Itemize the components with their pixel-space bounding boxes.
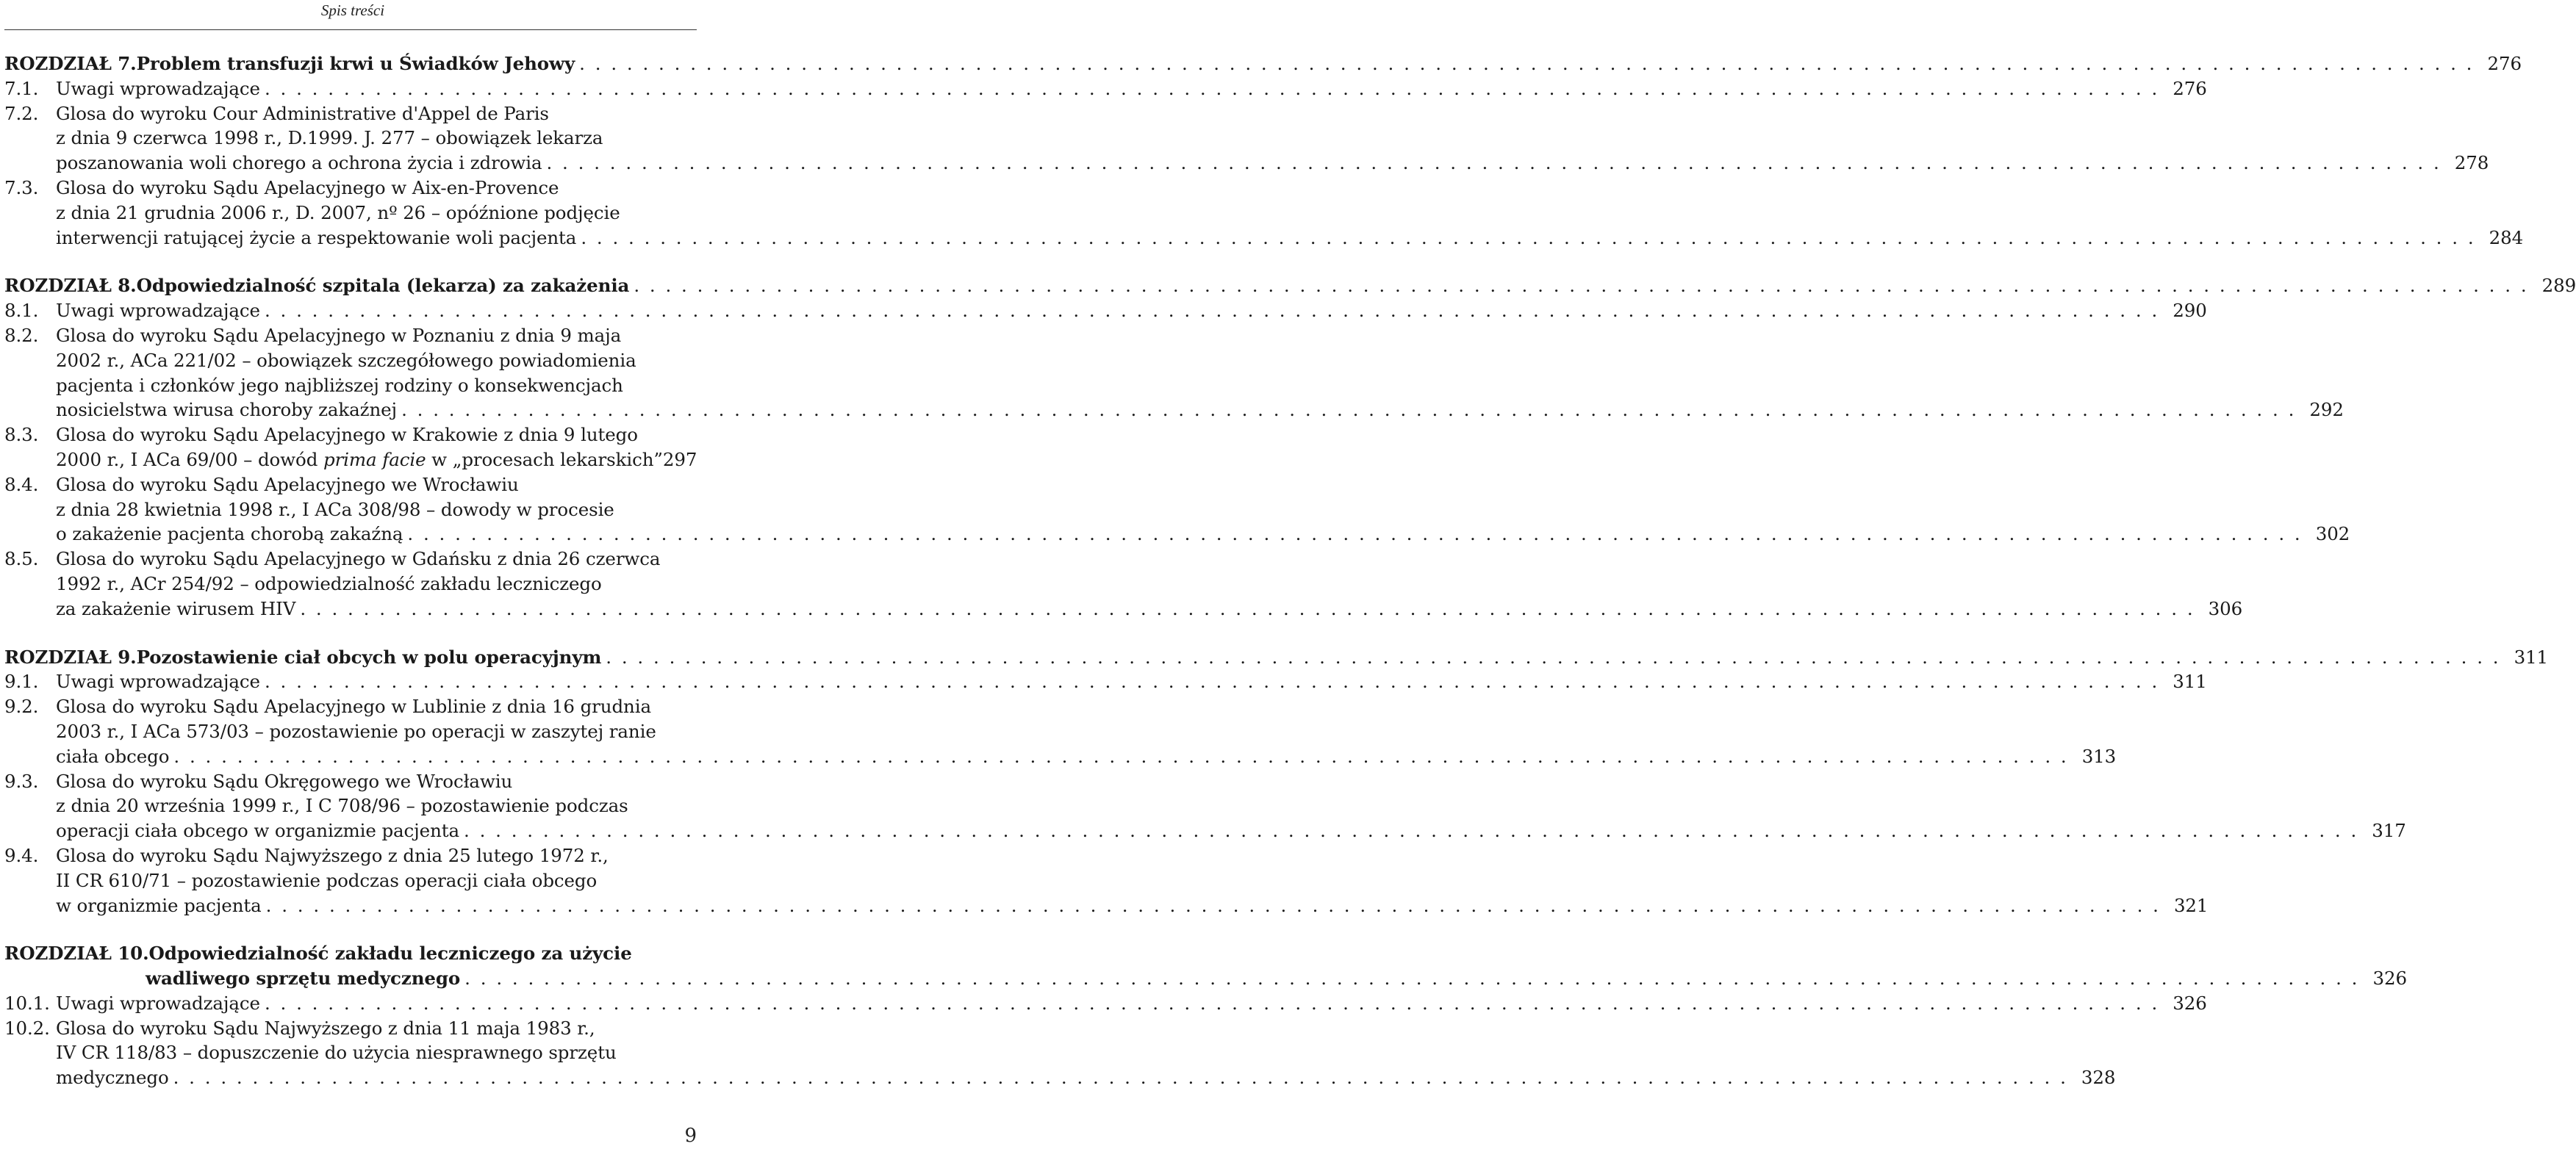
toc-entry-line: [4, 991, 2207, 1016]
toc-entry-line: [4, 669, 2207, 694]
toc-chapter-heading: [4, 51, 2522, 76]
toc-entry-title: pacjenta i członków jego najbliższej rodziny o konsekwencjach: [56, 374, 623, 396]
toc-entry-line: [4, 201, 697, 226]
toc-entry-line: [4, 497, 697, 522]
toc-entry-number: 9.1.: [4, 671, 39, 693]
toc-page-number: 326: [2372, 968, 2407, 990]
toc-chapter: [4, 941, 2407, 1090]
toc-chapter: [4, 51, 2524, 250]
toc-entry-number: 8.4.: [4, 473, 39, 495]
toc-entry-title-part: w „procesach lekarskich”: [426, 448, 663, 470]
toc-entry-title-italic: prima facie: [323, 448, 426, 470]
toc-entry-title: Odpowiedzialność zakładu leczniczego za użycie: [148, 943, 632, 965]
toc-entry-title: II CR 610/71 – pozostawienie podczas operacji ciała obcego: [56, 869, 598, 891]
toc-entry-line: [4, 522, 2350, 547]
toc-entry-line: [4, 547, 697, 572]
toc-entry-title: Pozostawienie ciał obcych w polu operacyjnym: [136, 646, 602, 668]
toc-chapter-heading: [4, 941, 697, 966]
toc-entry-line: [4, 348, 697, 373]
toc-entry-title: interwencji ratującej życie a respektowanie woli pacjenta: [56, 226, 577, 248]
toc-entry-title: medycznego: [56, 1067, 169, 1089]
toc-entry-title: z dnia 20 września 1999 r., I C 708/96 – pozostawienie podczas: [56, 795, 628, 817]
toc-entry-title: 1992 r., ACr 254/92 – odpowiedzialność zakładu leczniczego: [56, 572, 602, 594]
toc-entry-line: [4, 868, 697, 893]
toc-dot-leader: . . . . . . . . . . . . . . . . . . . . . . . . . . . . . . . . . . . . . . . . . . . . . . . . . . . . . . . . . . . . . . . . . . . . . . . . . . . . . . . . . . . . . . . . . . . . . . . . . . . . . . . . . . . . . . . . . . . . . . . .: [264, 77, 2160, 99]
toc-entry-title: ciała obcego: [56, 745, 170, 767]
toc-entry-title: Odpowiedzialność szpitala (lekarza) za zakażenia: [136, 275, 630, 297]
toc-entry-title: Uwagi wprowadzające: [56, 77, 260, 99]
toc-entry-line: [4, 422, 697, 447]
toc-entry-title: Uwagi wprowadzające: [56, 671, 260, 693]
toc-page-number: 302: [2315, 523, 2350, 545]
toc-entry-title: Glosa do wyroku Sądu Apelacyjnego we Wrocławiu: [56, 473, 519, 495]
toc-entry-number: 8.1.: [4, 300, 39, 322]
toc-entry-number: 7.3.: [4, 176, 39, 198]
toc-page-number: 311: [2514, 646, 2549, 668]
toc-page-number: 276: [2487, 53, 2522, 74]
toc-entry-line: [4, 719, 697, 744]
toc-entry-number: 8.3.: [4, 424, 39, 446]
toc-page-number: 292: [2309, 399, 2344, 421]
toc-entry-number: ROZDZIAŁ 8.: [4, 275, 137, 297]
toc-page-number: 328: [2081, 1067, 2116, 1089]
toc-entry-title: Glosa do wyroku Sądu Apelacyjnego w Poznaniu z dnia 9 maja: [56, 324, 622, 346]
toc-entry-title: 2003 r., I ACa 573/03 – pozostawienie po operacji w zaszytej ranie: [56, 720, 656, 742]
toc-entry-title: o zakażenie pacjenta chorobą zakaźną: [56, 523, 403, 545]
toc-entry-title: z dnia 28 kwietnia 1998 r., I ACa 308/98 – dowody w procesie: [56, 498, 614, 520]
toc-entry-line: [4, 176, 697, 201]
toc-entry-title: Glosa do wyroku Sądu Apelacyjnego w Aix-en-Provence: [56, 176, 559, 198]
toc-chapter-heading: [4, 645, 2549, 670]
toc-entry-title: 2002 r., ACa 221/02 – obowiązek szczegółowego powiadomienia: [56, 349, 636, 371]
toc-dot-leader: . . . . . . . . . . . . . . . . . . . . . . . . . . . . . . . . . . . . . . . . . . . . . . . . . . . . . . . . . . . . . . . . . . . . . . . . . . . . . . . . . . . . . . . . . . . . . . . . . . . . . . . . . . . . . . . . . . . . . . . .: [264, 671, 2160, 693]
toc-dot-leader: . . . . . . . . . . . . . . . . . . . . . . . . . . . . . . . . . . . . . . . . . . . . . . . . . . . . . . . . . . . . . . . . . . . . . . . . . . . . . . . . . . . . . . . . . . . . . . . . . . . . . . . . . . . . . . . . . . . . . . . .: [173, 1067, 2068, 1089]
toc-chapter-heading: [4, 273, 2576, 298]
toc-page-number: 289: [2541, 275, 2576, 297]
toc-dot-leader: . . . . . . . . . . . . . . . . . . . . . . . . . . . . . . . . . . . . . . . . . . . . . . . . . . . . . . . . . . . . . . . . . . . . . . . . . . . . . . . . . . . . . . . . . . . . . . . . . . . . . . . . . . . . . . . . . . . . . . . .: [634, 275, 2529, 297]
toc-dot-leader: . . . . . . . . . . . . . . . . . . . . . . . . . . . . . . . . . . . . . . . . . . . . . . . . . . . . . . . . . . . . . . . . . . . . . . . . . . . . . . . . . . . . . . . . . . . . . . . . . . . . . . . . . . . . . . . . . . . . . . . .: [464, 968, 2360, 990]
toc-entry-title: Uwagi wprowadzające: [56, 300, 260, 322]
toc-entry-line: [4, 1016, 697, 1041]
toc-entry-title: [56, 447, 663, 472]
toc-page-number: 284: [2489, 226, 2524, 248]
toc-entry-title: Glosa do wyroku Sądu Apelacyjnego w Krakowie z dnia 9 lutego: [56, 424, 638, 446]
toc-dot-leader: . . . . . . . . . . . . . . . . . . . . . . . . . . . . . . . . . . . . . . . . . . . . . . . . . . . . . . . . . . . . . . . . . . . . . . . . . . . . . . . . . . . . . . . . . . . . . . . . . . . . . . . . . . . . . . . . . . . . . . . .: [300, 597, 2195, 619]
toc-page-number: 306: [2208, 597, 2243, 619]
toc-dot-leader: . . . . . . . . . . . . . . . . . . . . . . . . . . . . . . . . . . . . . . . . . . . . . . . . . . . . . . . . . . . . . . . . . . . . . . . . . . . . . . . . . . . . . . . . . . . . . . . . . . . . . . . . . . . . . . . . . . . . . . . .: [606, 646, 2501, 668]
toc-entry-title: z dnia 9 czerwca 1998 r., D.1999. J. 277 – obowiązek lekarza: [56, 127, 603, 149]
toc-dot-leader: . . . . . . . . . . . . . . . . . . . . . . . . . . . . . . . . . . . . . . . . . . . . . . . . . . . . . . . . . . . . . . . . . . . . . . . . . . . . . . . . . . . . . . . . . . . . . . . . . . . . . . . . . . . . . . . . . . . . . . . .: [581, 226, 2476, 248]
toc-entry-line: [4, 101, 697, 126]
toc-entry-line: [4, 694, 697, 719]
toc-entry-number: ROZDZIAŁ 9.: [4, 646, 137, 668]
header-divider: [4, 29, 697, 30]
toc-entry-number: ROZDZIAŁ 7.: [4, 53, 137, 74]
toc-entry-line: [4, 843, 697, 868]
toc-entry-number: 7.1.: [4, 77, 39, 99]
toc-entry-number: 9.2.: [4, 696, 39, 718]
toc-entry-number: ROZDZIAŁ 10.: [4, 943, 149, 965]
toc-dot-leader: . . . . . . . . . . . . . . . . . . . . . . . . . . . . . . . . . . . . . . . . . . . . . . . . . . . . . . . . . . . . . . . . . . . . . . . . . . . . . . . . . . . . . . . . . . . . . . . . . . . . . . . . . . . . . . . . . . . . . . . .: [464, 820, 2359, 842]
toc-entry-line: [4, 447, 697, 472]
toc-entry-title: za zakażenie wirusem HIV: [56, 597, 296, 619]
table-of-contents: [4, 51, 2576, 1090]
toc-entry-title: Glosa do wyroku Sądu Okręgowego we Wrocławiu: [56, 770, 513, 792]
toc-entry-number: 7.2.: [4, 102, 39, 124]
toc-entry-number: 10.1.: [4, 992, 50, 1014]
toc-page-number: 313: [2081, 745, 2117, 767]
toc-dot-leader: . . . . . . . . . . . . . . . . . . . . . . . . . . . . . . . . . . . . . . . . . . . . . . . . . . . . . . . . . . . . . . . . . . . . . . . . . . . . . . . . . . . . . . . . . . . . . . . . . . . . . . . . . . . . . . . . . . . . . . . .: [173, 745, 2069, 767]
toc-chapter: [4, 273, 2576, 621]
toc-dot-leader: . . . . . . . . . . . . . . . . . . . . . . . . . . . . . . . . . . . . . . . . . . . . . . . . . . . . . . . . . . . . . . . . . . . . . . . . . . . . . . . . . . . . . . . . . . . . . . . . . . . . . . . . . . . . . . . . . . . . . . . .: [546, 152, 2442, 174]
toc-entry-title: Glosa do wyroku Sądu Najwyższego z dnia 25 lutego 1972 r.,: [56, 844, 609, 866]
toc-entry-line: [4, 151, 2489, 176]
toc-chapter-heading: [4, 966, 2407, 991]
toc-entry-line: [4, 126, 697, 151]
toc-page-number: 290: [2173, 300, 2207, 322]
toc-entry-line: [4, 793, 697, 818]
toc-entry-title: IV CR 118/83 – dopuszczenie do użycia niesprawnego sprzętu: [56, 1042, 617, 1064]
toc-page-number: 276: [2173, 77, 2207, 99]
toc-entry-title: wadliwego sprzętu medycznego: [146, 968, 461, 990]
toc-dot-leader: . . . . . . . . . . . . . . . . . . . . . . . . . . . . . . . . . . . . . . . . . . . . . . . . . . . . . . . . . . . . . . . . . . . . . . . . . . . . . . . . . . . . . . . . . . . . . . . . . . . . . . . . . . . . . . . . . . . . . . . .: [264, 300, 2160, 322]
toc-entry-number: 9.3.: [4, 770, 39, 792]
toc-dot-leader: . . . . . . . . . . . . . . . . . . . . . . . . . . . . . . . . . . . . . . . . . . . . . . . . . . . . . . . . . . . . . . . . . . . . . . . . . . . . . . . . . . . . . . . . . . . . . . . . . . . . . . . . . . . . . . . . . . . . . . . .: [579, 53, 2475, 74]
toc-entry-line: [4, 818, 2406, 843]
toc-entry-number: 8.2.: [4, 324, 39, 346]
toc-entry-title: Uwagi wprowadzające: [56, 992, 260, 1014]
toc-entry-title: z dnia 21 grudnia 2006 r., D. 2007, nº 26 – opóźnione podjęcie: [56, 201, 620, 223]
toc-entry-title: Problem transfuzji krwi u Świadków Jehowy: [136, 53, 575, 74]
toc-entry-number: 9.4.: [4, 844, 39, 866]
toc-entry-line: [4, 76, 2207, 101]
toc-entry-line: [4, 893, 2209, 918]
toc-entry-title: poszanowania woli chorego a ochrona życia i zdrowia: [56, 152, 542, 174]
toc-entry-number: 10.2.: [4, 1017, 50, 1039]
toc-entry-line: [4, 472, 697, 497]
toc-entry-line: [4, 298, 2207, 323]
toc-entry-title-part: 2000 r., I ACa 69/00 – dowód: [56, 448, 323, 470]
toc-page-number: 317: [2372, 820, 2406, 842]
toc-entry-line: [4, 572, 697, 597]
toc-entry-number: 8.5.: [4, 548, 39, 570]
toc-entry-line: [4, 373, 697, 398]
toc-entry-line: [4, 744, 2117, 769]
toc-page-number: 321: [2173, 894, 2209, 916]
toc-dot-leader: . . . . . . . . . . . . . . . . . . . . . . . . . . . . . . . . . . . . . . . . . . . . . . . . . . . . . . . . . . . . . . . . . . . . . . . . . . . . . . . . . . . . . . . . . . . . . . . . . . . . . . . . . . . . . . . . . . . . . . . .: [407, 523, 2303, 545]
toc-entry-line: [4, 1065, 2116, 1090]
toc-entry-line: [4, 769, 697, 794]
toc-dot-leader: . . . . . . . . . . . . . . . . . . . . . . . . . . . . . . . . . . . . . . . . . . . . . . . . . . . . . . . . . . . . . . . . . . . . . . . . . . . . . . . . . . . . . . . . . . . . . . . . . . . . . . . . . . . . . . . . . . . . . . . .: [265, 894, 2161, 916]
toc-entry-line: [4, 1040, 697, 1065]
toc-entry-line: [4, 323, 697, 348]
toc-page-number: 311: [2173, 671, 2207, 693]
running-header: Spis treści: [320, 1, 385, 19]
toc-entry-line: [4, 597, 2243, 622]
toc-page-number: 326: [2173, 992, 2207, 1014]
toc-dot-leader: . . . . . . . . . . . . . . . . . . . . . . . . . . . . . . . . . . . . . . . . . . . . . . . . . . . . . . . . . . . . . . . . . . . . . . . . . . . . . . . . . . . . . . . . . . . . . . . . . . . . . . . . . . . . . . . . . . . . . . . .: [401, 399, 2297, 421]
toc-entry-title: Glosa do wyroku Sądu Apelacyjnego w Lublinie z dnia 16 grudnia: [56, 696, 651, 718]
toc-chapter: [4, 645, 2549, 918]
toc-page-number: 297: [662, 448, 697, 470]
toc-page-number: 278: [2454, 152, 2489, 174]
toc-entry-title: Glosa do wyroku Cour Administrative d'Appel de Paris: [56, 102, 549, 124]
toc-entry-title: Glosa do wyroku Sądu Apelacyjnego w Gdańsku z dnia 26 czerwca: [56, 548, 661, 570]
page-number: 9: [684, 1125, 697, 1147]
toc-entry-line: [4, 226, 2524, 251]
toc-entry-title: w organizmie pacjenta: [56, 894, 262, 916]
toc-entry-title: nosicielstwa wirusa choroby zakaźnej: [56, 399, 398, 421]
toc-entry-title: operacji ciała obcego w organizmie pacjenta: [56, 820, 459, 842]
toc-entry-line: [4, 397, 2344, 422]
toc-entry-title: Glosa do wyroku Sądu Najwyższego z dnia 11 maja 1983 r.,: [56, 1017, 595, 1039]
toc-dot-leader: . . . . . . . . . . . . . . . . . . . . . . . . . . . . . . . . . . . . . . . . . . . . . . . . . . . . . . . . . . . . . . . . . . . . . . . . . . . . . . . . . . . . . . . . . . . . . . . . . . . . . . . . . . . . . . . . . . . . . . . .: [264, 992, 2160, 1014]
